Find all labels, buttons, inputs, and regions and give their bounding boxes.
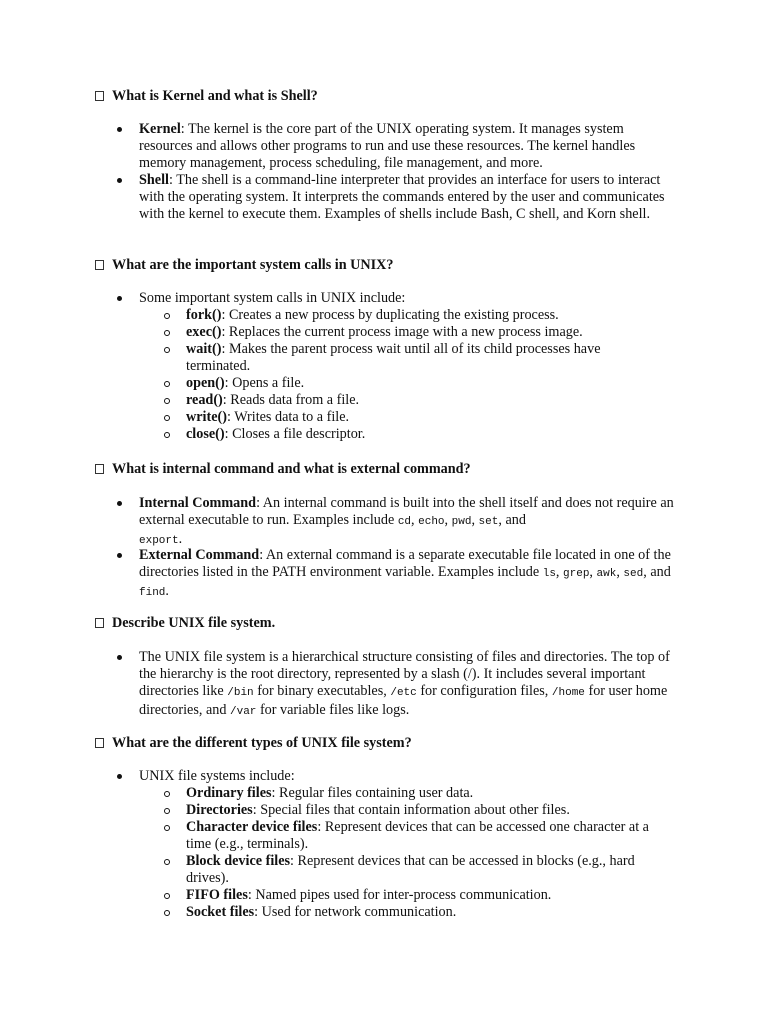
list-item: Internal Command: An internal command is built into the shell itself and does not require an external executable to run. Examples include cd, echo, pwd, set, and export. [139, 495, 679, 550]
sub-list-item: FIFO files: Named pipes used for inter-process communication. [186, 887, 656, 904]
item-text: : The shell is a command-line interpreter that provides an interface for users to interact with the operating system. It interprets the commands entered by the user and communicates with the kernel to execute them. Examples of shells include Bash, C shell, and Korn shell. [139, 172, 665, 222]
code-snippet: /bin [227, 687, 254, 699]
term: read() [186, 392, 223, 408]
code-snippet: grep [563, 568, 590, 580]
list-item: External Command: An external command is a separate executable file located in one of the directories listed in the PATH environment variable. Examples include ls, grep, awk, sed, and find. [139, 547, 679, 602]
code-snippet: cd [397, 516, 412, 528]
sub-list-item: Block device files: Represent devices that can be accessed in blocks (e.g., hard drives). [186, 853, 656, 887]
sub-list-item: Socket files: Used for network communication. [186, 904, 656, 921]
term: Internal Command [139, 495, 257, 511]
term: fork() [186, 307, 222, 323]
code-snippet: /home [551, 687, 585, 699]
item-text: Some important system calls in UNIX include: [139, 290, 406, 306]
question-heading: What are the different types of UNIX file system? [95, 735, 412, 752]
sub-list-item: Directories: Special files that contain information about other files. [186, 802, 656, 819]
term: wait() [186, 341, 222, 357]
sub-list-item: fork(): Creates a new process by duplicating the existing process. [186, 307, 656, 324]
sub-list-item: open(): Opens a file. [186, 375, 656, 392]
term: exec() [186, 324, 222, 340]
code-snippet: export [139, 535, 179, 547]
code-snippet: pwd [451, 516, 472, 528]
sub-list-item: close(): Closes a file descriptor. [186, 426, 656, 443]
term: close() [186, 426, 225, 442]
checkbox-glyph-icon [95, 260, 104, 270]
term: Character device files [186, 819, 318, 835]
term: Block device files [186, 853, 291, 869]
term: Ordinary files [186, 785, 272, 801]
sub-list-item: Character device files: Represent devices that can be accessed one character at a time (e.g., terminals). [186, 819, 656, 853]
term: Shell [139, 172, 169, 188]
code-snippet: ls [542, 568, 556, 580]
sub-list-item: read(): Reads data from a file. [186, 392, 656, 409]
sub-list-item: exec(): Replaces the current process image with a new process image. [186, 324, 656, 341]
term: write() [186, 409, 227, 425]
question-heading: Describe UNIX file system. [95, 615, 275, 632]
list-item: The UNIX file system is a hierarchical structure consisting of files and directories. The top of the hierarchy is the root directory, represented by a slash (/). It includes several important directories like /bin for binary executables, /etc for configuration files, /home for user home directories, and /var for variable files like logs. [139, 649, 679, 721]
sub-list-item: Ordinary files: Regular files containing user data. [186, 785, 656, 802]
checkbox-glyph-icon [95, 91, 104, 101]
question-heading: What is internal command and what is external command? [95, 461, 471, 478]
item-text: UNIX file systems include: [139, 768, 295, 784]
code-snippet: echo [418, 516, 445, 528]
code-snippet: sed [623, 568, 644, 580]
list-item [139, 172, 679, 223]
sub-list-item: write(): Writes data to a file. [186, 409, 656, 426]
checkbox-glyph-icon [95, 738, 104, 748]
question-heading: What are the important system calls in UNIX? [95, 257, 394, 274]
term: open() [186, 375, 225, 391]
question-heading: What is Kernel and what is Shell? [95, 88, 318, 105]
code-snippet: /var [230, 706, 257, 718]
sub-list-item: wait(): Makes the parent process wait until all of its child processes have terminated. [186, 341, 656, 375]
term: Socket files [186, 904, 255, 920]
code-snippet: set [478, 516, 499, 528]
term: External Command [139, 547, 260, 563]
list-item [139, 121, 679, 172]
term: Kernel [139, 121, 181, 137]
checkbox-glyph-icon [95, 618, 104, 628]
list-item [139, 768, 679, 785]
code-snippet: /etc [390, 687, 417, 699]
term: FIFO files [186, 887, 248, 903]
checkbox-glyph-icon [95, 464, 104, 474]
item-text: : The kernel is the core part of the UNIX operating system. It manages system resources and allows other programs to run and use these resources. The kernel handles memory management, process scheduling, file management, and more. [139, 121, 636, 171]
term: Directories [186, 802, 253, 818]
code-snippet: awk [596, 568, 617, 580]
list-item [139, 290, 679, 307]
code-snippet: find [139, 587, 166, 599]
